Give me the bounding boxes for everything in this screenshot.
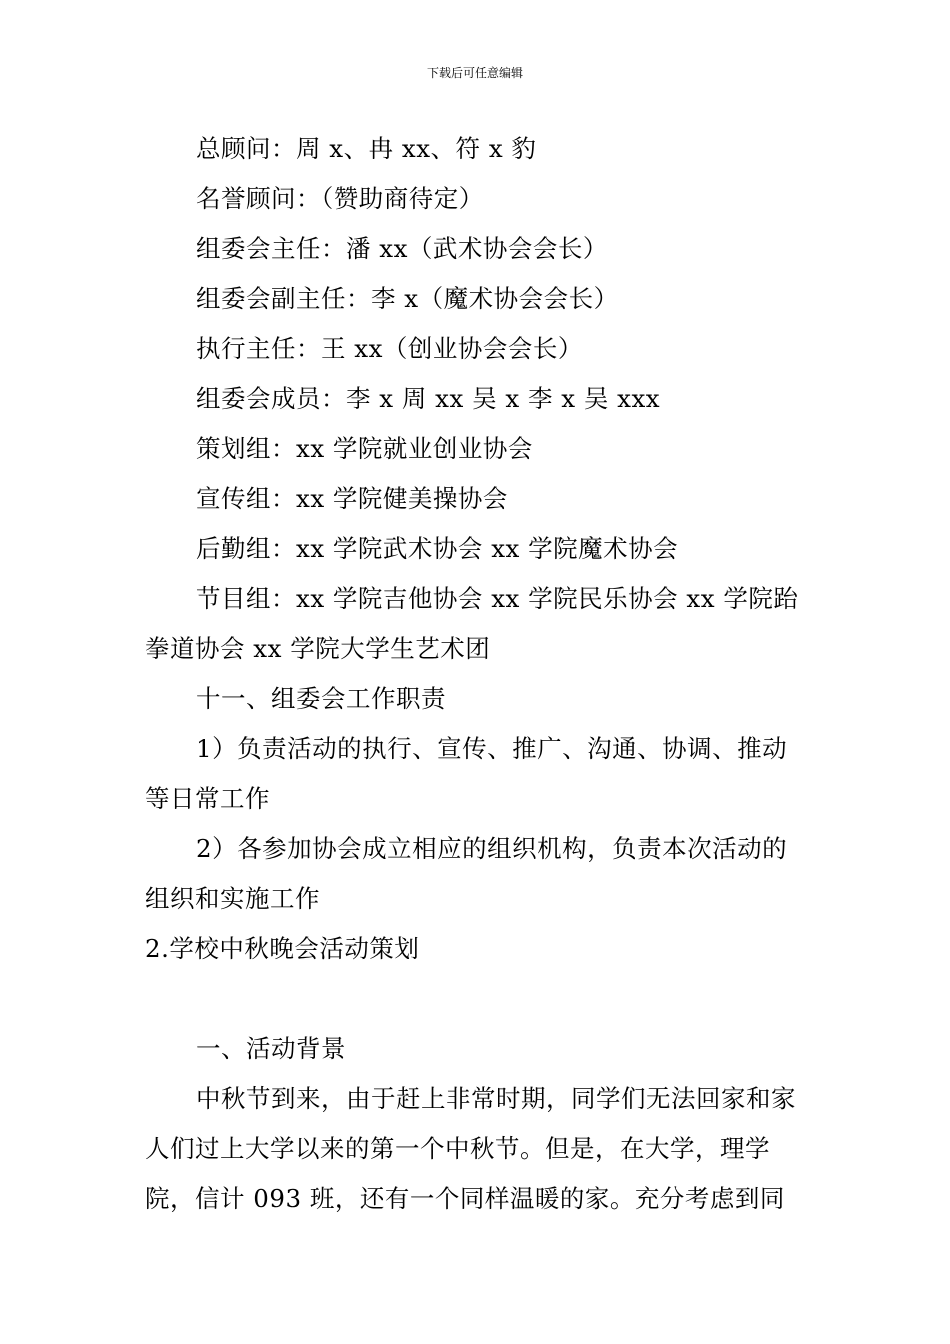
paragraph-background: 中秋节到来，由于赶上非常时期，同学们无法回家和家人们过上大学以来的第一个中秋节。但是，在大学，理学院，信计 093 班，还有一个同样温暖的家。充分考虑到同 — [145, 1084, 796, 1213]
section-heading-background: 一、活动背景 — [196, 1034, 346, 1063]
paragraph-duty-1: 1）负责活动的执行、宣传、推广、沟通、协调、推动等日常工作 — [145, 734, 788, 813]
page-header: 下载后可任意编辑 — [426, 66, 523, 80]
section-heading-committee-duties: 十一、组委会工作职责 — [196, 684, 446, 713]
paragraph-program-group: 节目组：xx 学院吉他协会 xx 学院民乐协会 xx 学院跆拳道协会 xx 学院大学生艺术团 — [145, 584, 799, 663]
section-title-mid-autumn-plan: 2.学校中秋晚会活动策划 — [145, 934, 420, 963]
paragraph-committee-deputy-director: 组委会副主任：李 x（魔术协会会长） — [196, 284, 619, 313]
paragraph-executive-director: 执行主任：王 xx（创业协会会长） — [196, 334, 583, 363]
document-body — [145, 124, 807, 1224]
paragraph-duty-2: 2）各参加协会成立相应的组织机构，负责本次活动的组织和实施工作 — [145, 834, 788, 913]
paragraph-logistics-group: 后勤组：xx 学院武术协会 xx 学院魔术协会 — [196, 534, 679, 563]
paragraph-publicity-group: 宣传组：xx 学院健美操协会 — [196, 484, 508, 513]
paragraph-committee-director: 组委会主任：潘 xx（武术协会会长） — [196, 234, 608, 263]
blank-line — [145, 974, 807, 1024]
paragraph-planning-group: 策划组：xx 学院就业创业协会 — [196, 434, 533, 463]
paragraph-committee-members: 组委会成员：李 x 周 xx 吴 x 李 x 吴 xxx — [196, 384, 661, 413]
paragraph-chief-advisor: 总顾问：周 x、冉 xx、符 x 豹 — [196, 134, 537, 163]
paragraph-honorary-advisor: 名誉顾问：（赞助商待定） — [196, 184, 484, 213]
